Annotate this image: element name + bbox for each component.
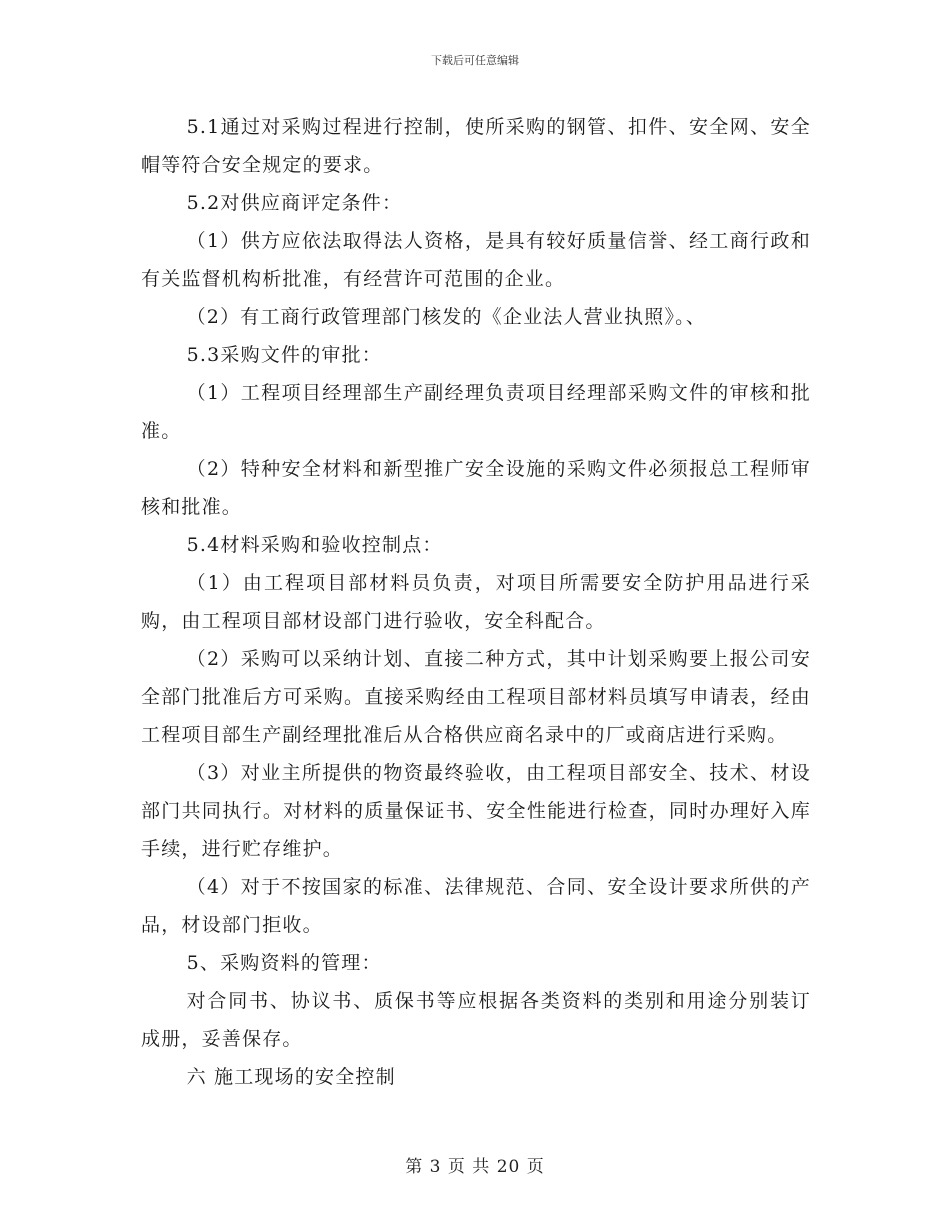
paragraph: 5.1通过对采购过程进行控制，使所采购的钢管、扣件、安全网、安全帽等符合安全规定的要求。 [141, 116, 811, 176]
paragraph: （2）采购可以采纳计划、直接二种方式，其中计划采购要上报公司安全部门批准后方可采购。直接采购经由工程项目部材料员填写申请表，经由工程项目部生产副经理批准后从合格供应商名录中的厂或商店进行采购。 [141, 648, 811, 746]
paragraph: 5.4材料采购和验收控制点： [186, 534, 443, 556]
paragraph: 5.2对供应商评定条件： [186, 192, 403, 214]
header-note: 下载后可任意编辑 [431, 54, 519, 67]
paragraph: （2）有工商行政管理部门核发的《企业法人营业执照》。、 [186, 306, 707, 328]
document-body [141, 108, 811, 1096]
paragraph: （1）供方应依法取得法人资格，是具有较好质量信誉、经工商行政和有关监督机构析批准，有经营许可范围的企业。 [141, 230, 811, 290]
section-heading: 六 施工现场的安全控制 [186, 1066, 396, 1088]
paragraph: 5.3采购文件的审批： [186, 344, 383, 366]
paragraph: （3）对业主所提供的物资最终验收，由工程项目部安全、技术、材设部门共同执行。对材料的质量保证书、安全性能进行检查，同时办理好入库手续，进行贮存维护。 [141, 762, 811, 860]
paragraph: （2）特种安全材料和新型推广安全设施的采购文件必须报总工程师审核和批准。 [141, 458, 811, 518]
paragraph: （1）由工程项目部材料员负责，对项目所需要安全防护用品进行采购，由工程项目部材设部门进行验收，安全科配合。 [141, 572, 811, 632]
paragraph: 对合同书、协议书、质保书等应根据各类资料的类别和用途分别装订成册，妥善保存。 [141, 990, 811, 1050]
paragraph: 5、采购资料的管理： [186, 952, 382, 974]
paragraph: （1）工程项目经理部生产副经理负责项目经理部采购文件的审核和批准。 [141, 382, 811, 442]
page-footer: 第 3 页 共 20 页 [405, 1157, 545, 1177]
paragraph: （4）对于不按国家的标准、法律规范、合同、安全设计要求所供的产品，材设部门拒收。 [141, 876, 811, 936]
